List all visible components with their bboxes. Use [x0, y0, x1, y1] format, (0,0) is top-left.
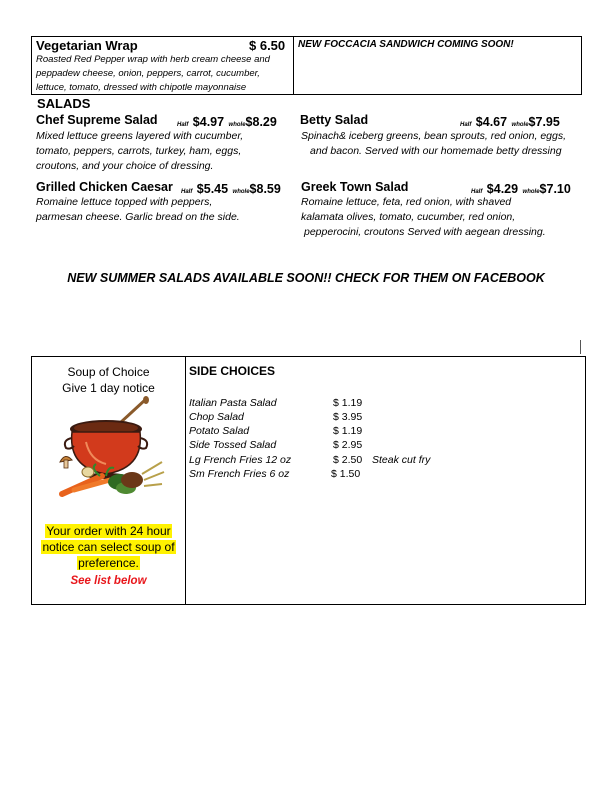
- side-price: $ 1.50: [331, 468, 361, 480]
- soup-title: Soup of Choice Give 1 day notice: [62, 365, 155, 395]
- salad-name: Chef Supreme Salad: [36, 113, 158, 127]
- list-item: Sm French Fries 6 oz: [189, 468, 290, 480]
- foccacia-notice: NEW FOCCACIA SANDWICH COMING SOON!: [298, 39, 514, 50]
- side-choices-heading: SIDE CHOICES: [189, 364, 276, 378]
- salad-price: Half $4.29 whole$7.10: [471, 182, 571, 196]
- salad-name: Greek Town Salad: [301, 180, 409, 194]
- side-price: $ 2.50: [333, 454, 363, 466]
- pot-icon: [65, 420, 147, 479]
- salad-description: Spinach& iceberg greens, bean sprouts, red onion, eggs, and bacon. Served with our homemade betty dressing: [301, 130, 567, 157]
- salads-heading: SALADS: [37, 96, 91, 111]
- wrap-price: $ 6.50: [249, 38, 286, 53]
- salad-description: Mixed lettuce greens layered with cucumber, tomato, peppers, carrots, turkey, ham, eggs, croutons, and your choice of dressing.: [36, 130, 244, 172]
- wrap-description: Roasted Red Pepper wrap with herb cream cheese and peppadew cheese, onion, peppers, carrot, cucumber, lettuce, tomato, dressed with chipotle mayonnaise: [36, 54, 270, 93]
- list-item: Side Tossed Salad: [189, 439, 277, 451]
- list-item: Italian Pasta Salad: [189, 397, 277, 409]
- list-item: Chop Salad: [189, 411, 244, 423]
- side-price: $ 2.95: [333, 439, 363, 451]
- summer-salads-announcement: NEW SUMMER SALADS AVAILABLE SOON!! CHECK FOR THEM ON FACEBOOK: [67, 271, 545, 285]
- side-price: $ 3.95: [333, 411, 363, 423]
- side-note: Steak cut fry: [372, 454, 431, 466]
- salad-price: Half $4.97 whole$8.29: [177, 115, 277, 129]
- salad-price: Half $5.45 whole$8.59: [181, 182, 281, 196]
- soup-sides-divider: [185, 357, 186, 604]
- wrap-divider: [293, 37, 294, 94]
- divider-mark: [580, 340, 581, 354]
- see-list-below: See list below: [70, 575, 147, 587]
- salad-name: Betty Salad: [300, 113, 369, 127]
- list-item: Lg French Fries 12 oz: [189, 454, 292, 466]
- salad-price: Half $4.67 whole$7.95: [460, 115, 560, 129]
- list-item: Potato Salad: [189, 425, 250, 437]
- salad-description: Romaine lettuce topped with peppers, parmesan cheese. Garlic bread on the side.: [36, 196, 240, 223]
- wrap-name: Vegetarian Wrap: [36, 38, 138, 53]
- mushroom-icon: [60, 456, 72, 468]
- salad-description: Romaine lettuce, feta, red onion, with shaved kalamata olives, tomato, cucumber, red onion, pepperocini, croutons Served with aegean dressing.: [301, 196, 546, 238]
- side-price: $ 1.19: [333, 425, 363, 437]
- soup-pot-illustration: [50, 396, 168, 500]
- salad-name: Grilled Chicken Caesar: [36, 180, 173, 194]
- soup-notice: Your order with 24 hour notice can select soup of preference.: [42, 524, 175, 570]
- vegetables-icon: [62, 462, 164, 494]
- side-price: $ 1.19: [333, 397, 363, 409]
